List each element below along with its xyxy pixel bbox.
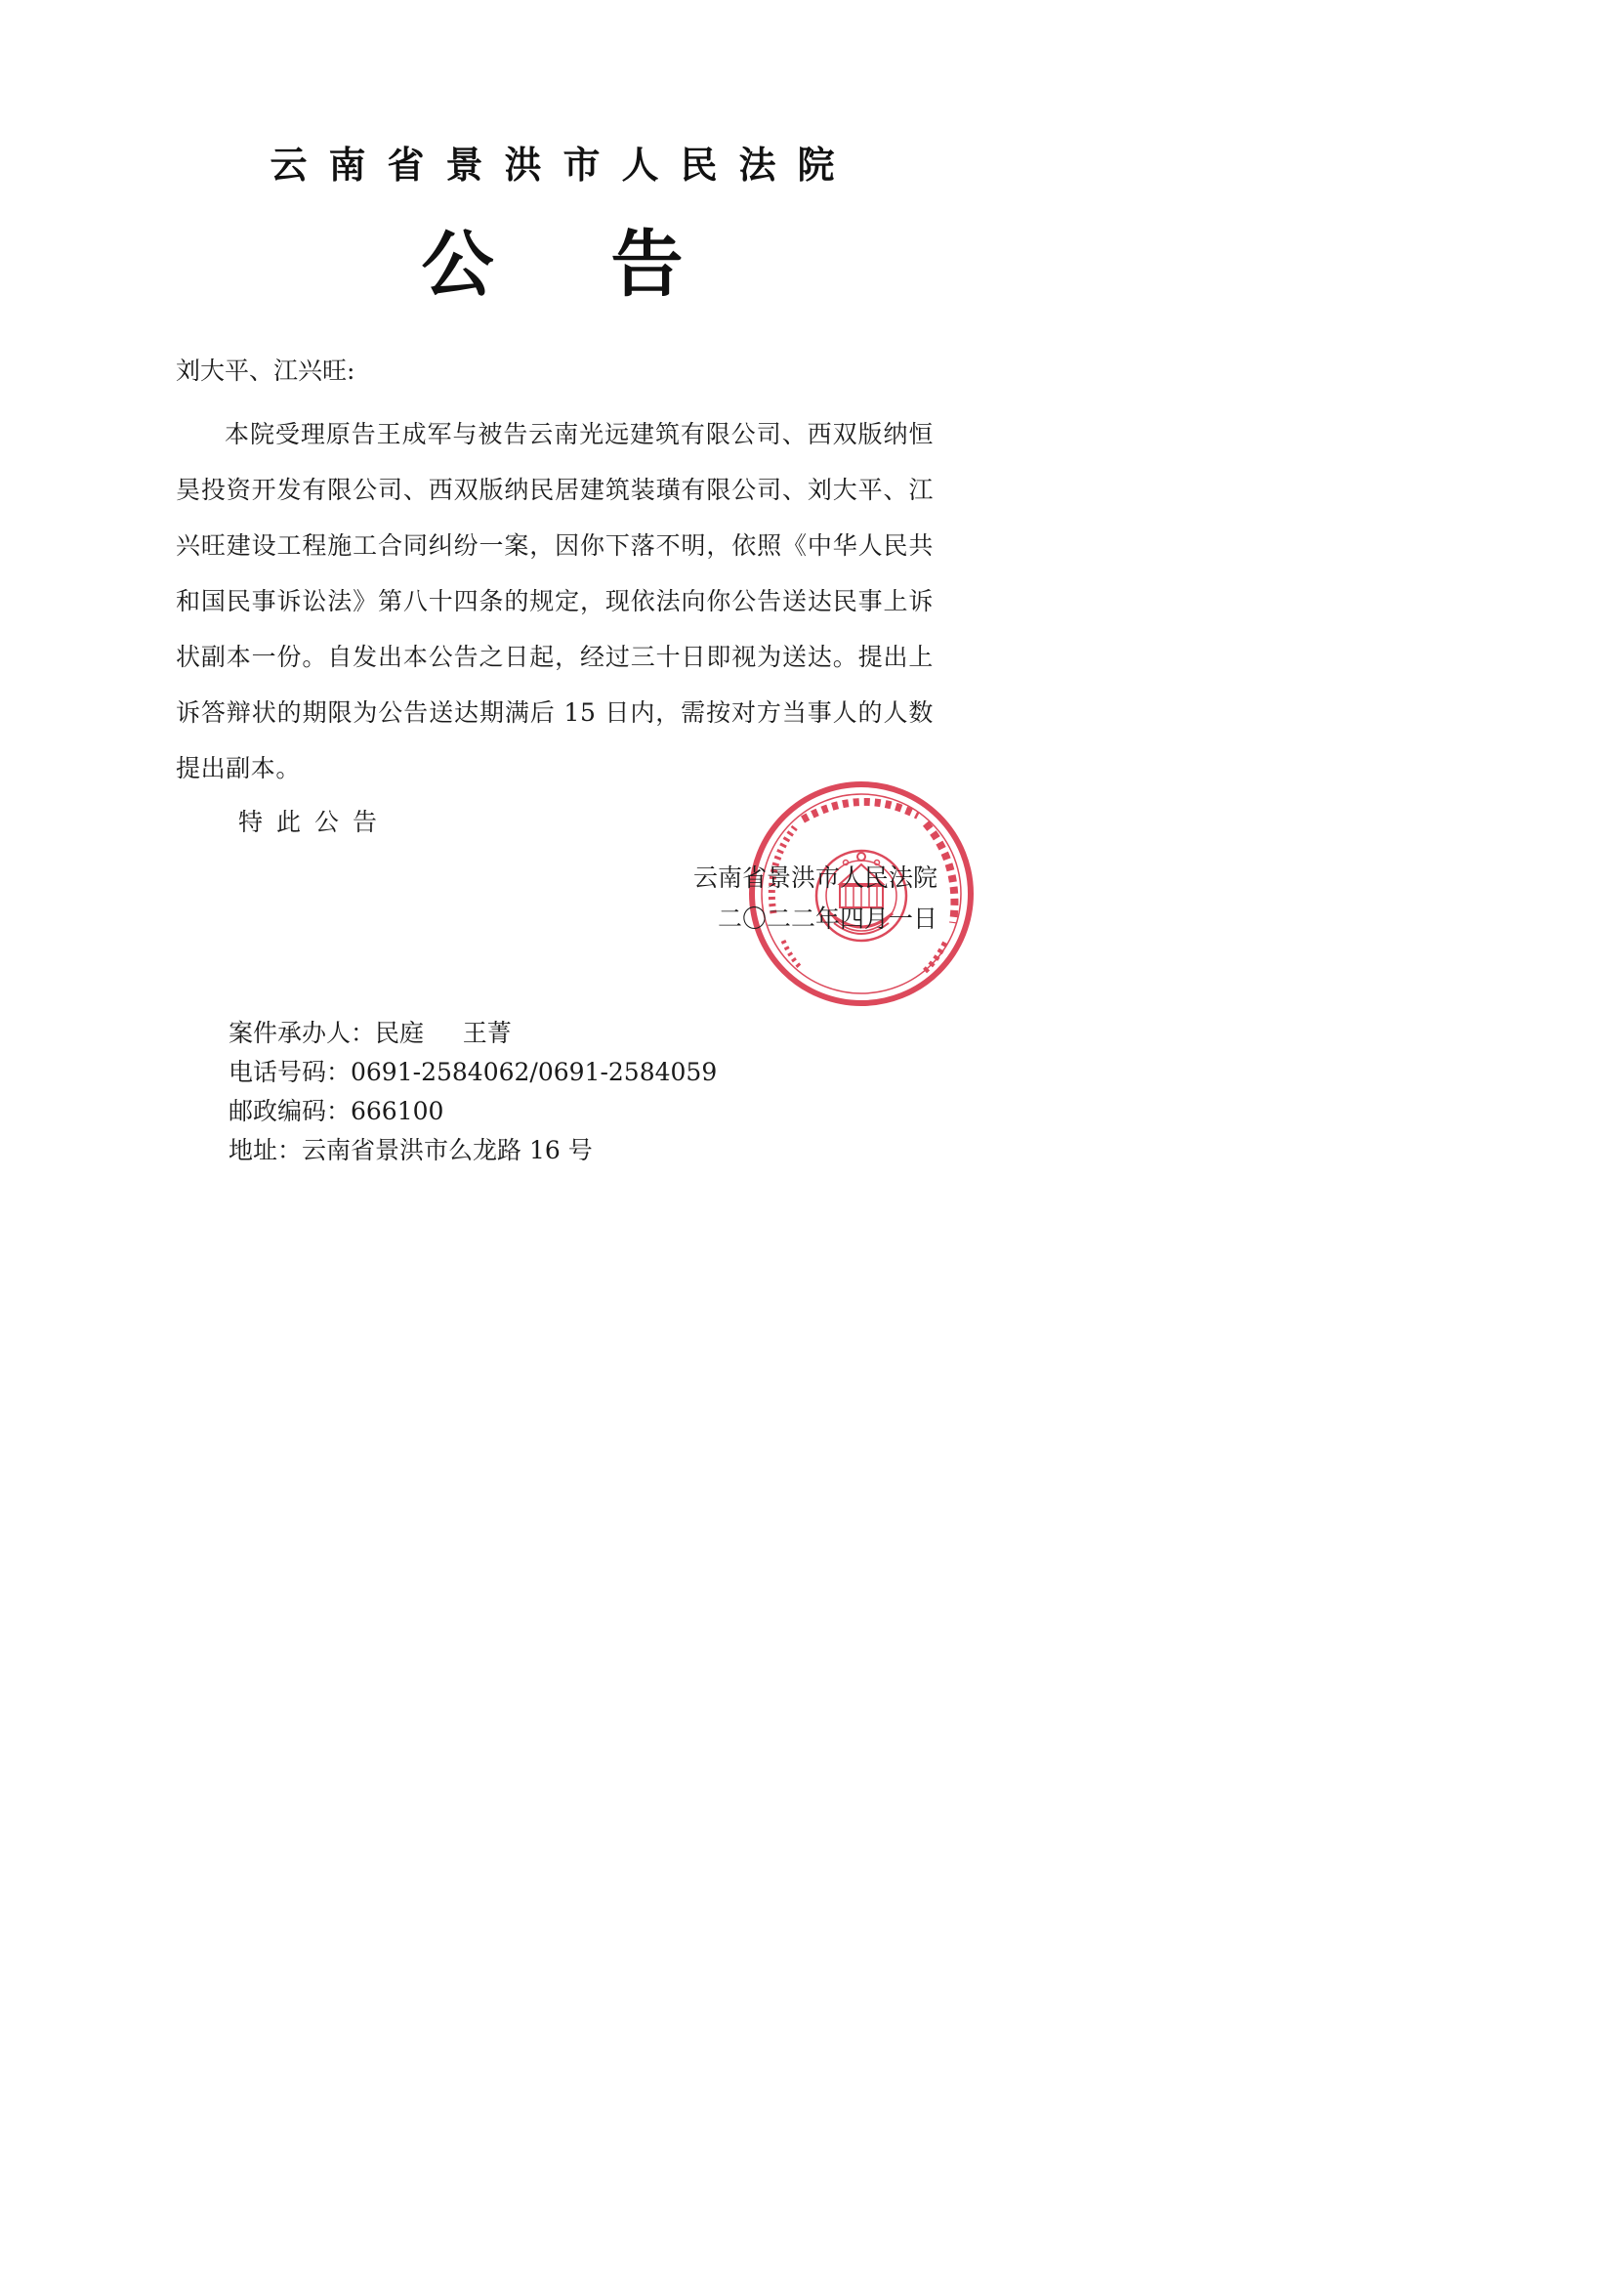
addressee: 刘大平、江兴旺:	[176, 357, 355, 385]
closing-phrase: 特此公告	[238, 808, 392, 836]
case-handler: 案件承办人：民庭 王菁	[229, 1019, 512, 1047]
signature-court: 云南省景洪市人民法院	[692, 863, 937, 892]
phone-number: 电话号码：0691-2584062/0691-2584059	[229, 1058, 718, 1086]
postal-code: 邮政编码：666100	[229, 1097, 444, 1125]
court-name: 云南省景洪市人民法院	[270, 144, 856, 187]
address: 地址：云南省景洪市么龙路 16 号	[229, 1136, 593, 1164]
notice-body: 本院受理原告王成军与被告云南光远建筑有限公司、西双版纳恒昊投资开发有限公司、西双版纳民居建筑装璜有限公司、刘大平、江兴旺建设工程施工合同纠纷一案，因你下落不明，依照《中华人民共和国民事诉讼法》第八十四条的规定，现依法向你公告送达民事上诉状副本一份。自发出本公告之日起，经过三十日即视为送达。提出上诉答辩状的期限为公告送达期满后 15 日内，需按对方当事人的人数提出副本。	[176, 420, 934, 782]
signature-block	[674, 858, 937, 940]
contact-info	[229, 1014, 717, 1170]
signature-date: 二〇二二年四月一日	[717, 905, 937, 933]
document-title: 公告	[421, 223, 801, 307]
